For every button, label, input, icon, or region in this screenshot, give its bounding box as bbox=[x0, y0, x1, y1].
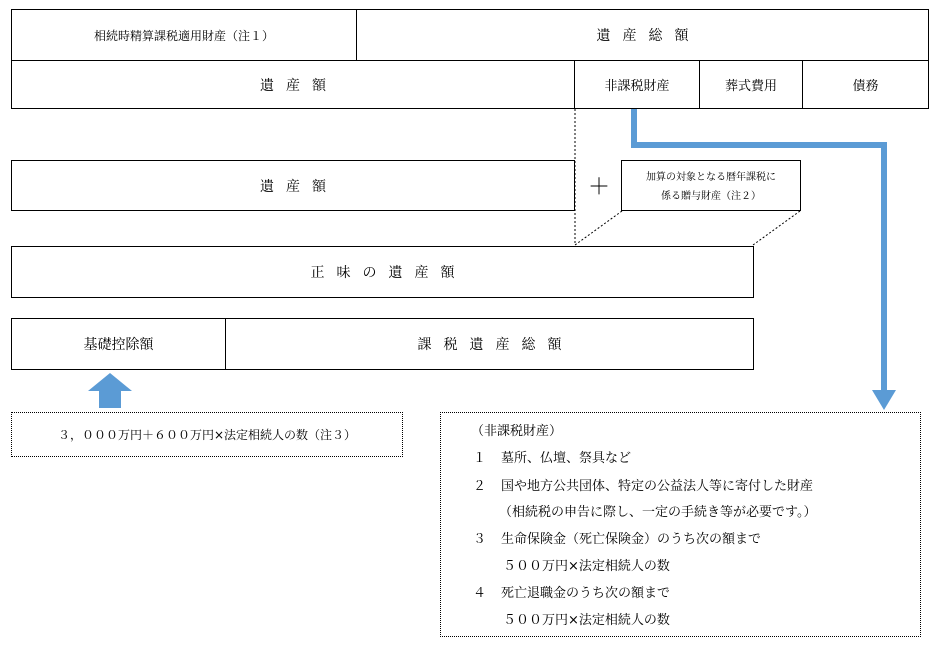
non-taxable-label: 非課税財産 bbox=[604, 79, 670, 94]
estate-amount-label-mid: 遺産額 bbox=[260, 178, 338, 195]
list-item-2-num: ２ bbox=[473, 479, 487, 494]
total-estate-label: 遺産総額 bbox=[596, 28, 701, 44]
taxable-total-cell bbox=[225, 318, 754, 370]
dotted-guide-diag-right bbox=[753, 211, 800, 245]
basic-deduction-cell bbox=[11, 318, 226, 370]
estate-amount-label-top: 遺産額 bbox=[260, 77, 338, 94]
taxable-total-label: 課税遺産総額 bbox=[417, 337, 574, 353]
gift-property-cell bbox=[621, 160, 801, 211]
deduction-formula-box bbox=[11, 412, 403, 457]
list-item-2-text: 国や地方公共団体、特定の公益法人等に寄付した財産 bbox=[501, 479, 814, 494]
list-item-3-note: ５００万円×法定相続人の数 bbox=[503, 559, 670, 574]
blue-arrow-up-icon bbox=[88, 373, 132, 408]
list-item-4-note: ５００万円×法定相続人の数 bbox=[503, 613, 670, 628]
list-item-3-num: ３ bbox=[473, 532, 487, 547]
list-item-2-note: （相続税の申告に際し、一定の手続き等が必要です。） bbox=[499, 505, 817, 520]
basic-deduction-label: 基礎控除額 bbox=[83, 337, 154, 353]
non-taxable-list-box bbox=[440, 412, 921, 637]
list-item-1-text: 墓所、仏壇、祭具など bbox=[501, 451, 632, 466]
deduction-formula-text: ３，０００万円＋６００万円×法定相続人の数（注３） bbox=[57, 428, 357, 442]
net-estate-label: 正味の遺産額 bbox=[310, 265, 467, 281]
dotted-guide-diag-left bbox=[575, 211, 622, 245]
list-item-4-text: 死亡退職金のうち次の額まで bbox=[501, 586, 671, 601]
list-item-3-text: 生命保険金（死亡保険金）のうち次の額まで bbox=[501, 532, 762, 547]
estate-amount-cell-mid bbox=[11, 160, 575, 211]
gift-property-line2: 係る贈与財産（注２） bbox=[661, 190, 761, 202]
debts-label: 債務 bbox=[852, 79, 879, 94]
applicable-property-label: 相続時精算課税適用財産（注１） bbox=[93, 28, 274, 43]
list-item-1-num: １ bbox=[473, 451, 487, 466]
blue-arrowhead-down bbox=[872, 390, 896, 410]
list-item-4-num: ４ bbox=[473, 586, 487, 601]
non-taxable-list-title: （非課税財産） bbox=[471, 424, 563, 439]
net-estate-cell bbox=[11, 246, 754, 298]
funeral-label: 葬式費用 bbox=[724, 79, 777, 94]
plus-sign: ＋ bbox=[588, 175, 611, 200]
gift-property-line1: 加算の対象となる暦年課税に bbox=[646, 171, 776, 183]
